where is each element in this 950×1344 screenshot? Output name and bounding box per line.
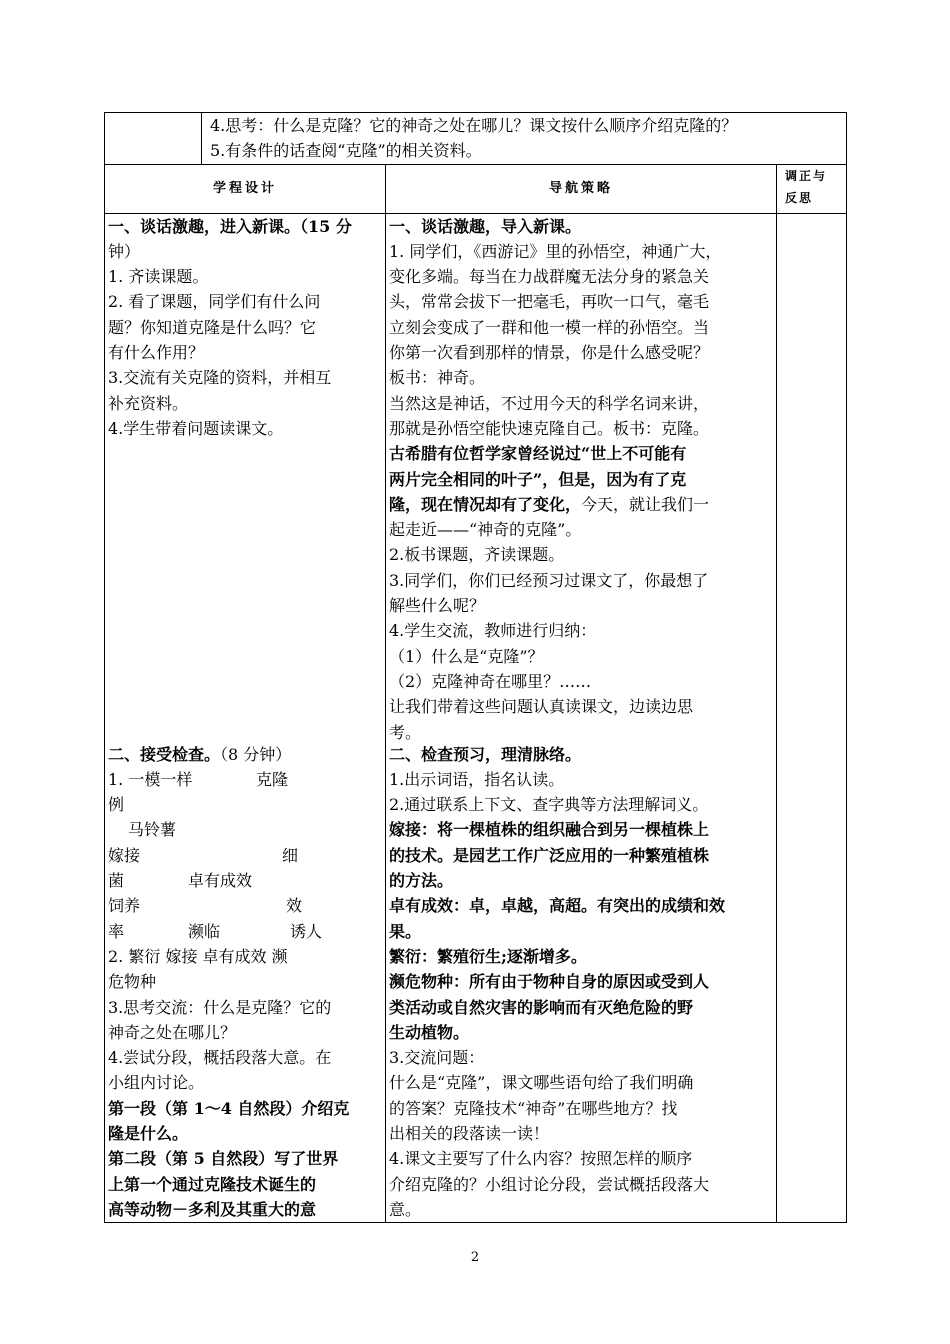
right-s2-line: 意。 xyxy=(389,1199,422,1219)
right-s1-line: 考。 xyxy=(389,722,422,742)
right-s1-line: 变化多端。每当在力战群魔无法分身的紧急关 xyxy=(389,267,710,287)
vocab-line: 2. 繁衍 嫁接 卓有成效 濒 xyxy=(108,946,288,966)
header-reflection: 调正与 反思 xyxy=(777,164,847,213)
quote-line: 隆，现在情况却有了变化，今天，就让我们一 xyxy=(389,494,710,514)
right-s2-line: 什么是“克隆”，课文哪些语句给了我们明确 xyxy=(389,1073,694,1093)
paragraph-summary: 隆是什么。 xyxy=(108,1124,189,1144)
right-s2-line: 出相关的段落读一读！ xyxy=(389,1124,550,1144)
definition-line: 类活动或自然灾害的影响而有灭绝危险的野 xyxy=(389,997,694,1017)
left-s1-line: 题？你知道克隆是什么吗？它 xyxy=(108,317,317,337)
vocab-line: 例 xyxy=(108,795,125,815)
prep-label-cell xyxy=(105,113,202,165)
vocab-line: 1. 一模一样 克隆 xyxy=(108,769,289,789)
right-s1-line: 板书：神奇。 xyxy=(389,368,486,388)
right-section-2 xyxy=(389,742,773,1223)
right-s1-line: 立刻会变成了一群和他一模一样的孙悟空。当 xyxy=(389,317,710,337)
left-section-2 xyxy=(108,742,382,1223)
left-s2-heading: 二、接受检查。（8 分钟） xyxy=(108,744,292,764)
paragraph-summary: 第二段（第 5 自然段）写了世界 xyxy=(108,1149,339,1169)
paragraph-summary: 上第一个通过克隆技术诞生的 xyxy=(108,1174,317,1194)
definition-line: 果。 xyxy=(389,921,422,941)
definition-line: 的方法。 xyxy=(389,871,454,891)
definition-line: 濒危物种：所有由于物种自身的原因或受到人 xyxy=(389,972,710,992)
definition-line: 的技术。是园艺工作广泛应用的一种繁殖植株 xyxy=(389,845,710,865)
left-s1-line: 有什么作用？ xyxy=(108,343,205,363)
left-s1-line: 补充资料。 xyxy=(108,393,189,413)
right-s1-line: 1. 同学们，《西游记》里的孙悟空，神通广大， xyxy=(389,241,722,261)
vocab-line: 马铃薯 xyxy=(128,820,177,840)
right-s1-line: 让我们带着这些问题认真读课文，边读边思 xyxy=(389,697,694,717)
prep-item-4: 4.思考：什么是克隆？它的神奇之处在哪儿？课文按什么顺序介绍克隆的？ xyxy=(210,116,738,135)
vocab-line: 嫁接 细 xyxy=(108,845,299,865)
right-s1-line: 起走近——“神奇的克隆”。 xyxy=(389,520,582,540)
prep-item-5: 5.有条件的话查阅“克隆”的相关资料。 xyxy=(210,141,482,161)
definition-line: 卓有成效：卓，卓越，高超。有突出的成绩和效 xyxy=(389,896,726,916)
left-s1-line: 1. 齐读课题。 xyxy=(108,267,209,287)
study-design-cell xyxy=(105,213,386,1223)
quote-line: 两片完全相同的叶子”，但是，因为有了克 xyxy=(389,469,687,489)
task-line: 小组内讨论。 xyxy=(108,1073,205,1093)
paragraph-summary: 第一段（第 1～4 自然段）介绍克 xyxy=(108,1098,350,1118)
guidance-strategy-cell xyxy=(386,213,777,1223)
definition-line: 嫁接：将一棵植株的组织融合到另一棵植株上 xyxy=(389,820,710,840)
left-s1-line: 一、谈话激趣，进入新课。（15 分 xyxy=(108,216,352,236)
lesson-plan-table xyxy=(104,112,846,1223)
page-number: 2 xyxy=(470,1250,480,1265)
right-section-1 xyxy=(389,214,773,742)
left-s1-line: 3.交流有关克隆的资料，并相互 xyxy=(108,368,332,388)
header-row xyxy=(105,164,847,213)
header-guidance-strategy: 导航策略 xyxy=(386,164,777,213)
right-s2-line: 4.课文主要写了什么内容？按照怎样的顺序 xyxy=(389,1149,693,1169)
right-s1-line: （1）什么是“克隆”？ xyxy=(389,646,544,666)
right-s1-line: 当然这是神话，不过用今天的科学名词来讲， xyxy=(389,393,710,413)
right-s2-line: 1.出示词语，指名认读。 xyxy=(389,769,565,789)
task-line: 4.尝试分段，概括段落大意。在 xyxy=(108,1048,332,1068)
right-s1-line: 2.板书课题，齐读课题。 xyxy=(389,545,565,565)
right-s1-line: 头，常常会拔下一把毫毛，再吹一口气，毫毛 xyxy=(389,292,710,312)
vocab-line: 菌 卓有成效 xyxy=(108,871,253,891)
task-line: 3.思考交流：什么是克隆？它的 xyxy=(108,997,332,1017)
right-s1-line: 4.学生交流，教师进行归纳： xyxy=(389,621,597,641)
right-s1-line: 3.同学们，你们已经预习过课文了，你最想了 xyxy=(389,570,709,590)
vocab-line: 饲养 效 xyxy=(108,896,303,916)
reflection-cell xyxy=(777,213,847,1223)
definition-line: 繁衍：繁殖衍生;逐渐增多。 xyxy=(389,946,587,966)
right-s2-line: 3.交流问题： xyxy=(389,1048,485,1068)
right-s1-line: 你第一次看到那样的情景，你是什么感受呢？ xyxy=(389,343,710,363)
header-study-design: 学程设计 xyxy=(105,164,386,213)
vocab-line: 危物种 xyxy=(108,972,157,992)
paragraph-summary: 高等动物－多利及其重大的意 xyxy=(108,1199,317,1219)
right-s1-heading: 一、谈话激趣，导入新课。 xyxy=(389,216,582,236)
vocab-line: 率 濒临 诱人 xyxy=(108,921,323,941)
prep-row xyxy=(105,113,847,165)
task-line: 神奇之处在哪儿？ xyxy=(108,1022,237,1042)
definition-line: 生动植物。 xyxy=(389,1022,470,1042)
left-s1-line: 2. 看了课题，同学们有什么问 xyxy=(108,292,321,312)
main-row xyxy=(105,213,847,1223)
right-s2-line: 介绍克隆的？小组讨论分段，尝试概括段落大 xyxy=(389,1174,710,1194)
right-s2-line: 的答案？克隆技术“神奇”在哪些地方？找 xyxy=(389,1098,678,1118)
left-section-1 xyxy=(108,214,382,742)
right-s1-line: 那就是孙悟空能快速克隆自己。板书：克隆。 xyxy=(389,418,710,438)
left-s1-line: 4.学生带着问题读课文。 xyxy=(108,418,284,438)
right-s2-line: 2.通过联系上下文、查字典等方法理解词义。 xyxy=(389,795,709,815)
right-s2-heading: 二、检查预习，理清脉络。 xyxy=(389,744,582,764)
right-s1-line: （2）克隆神奇在哪里？…… xyxy=(389,671,592,691)
right-s1-line: 解些什么呢？ xyxy=(389,596,486,616)
left-s1-line: 钟） xyxy=(108,241,141,261)
prep-content-cell xyxy=(202,113,847,165)
quote-line: 古希腊有位哲学家曾经说过“世上不可能有 xyxy=(389,444,687,464)
